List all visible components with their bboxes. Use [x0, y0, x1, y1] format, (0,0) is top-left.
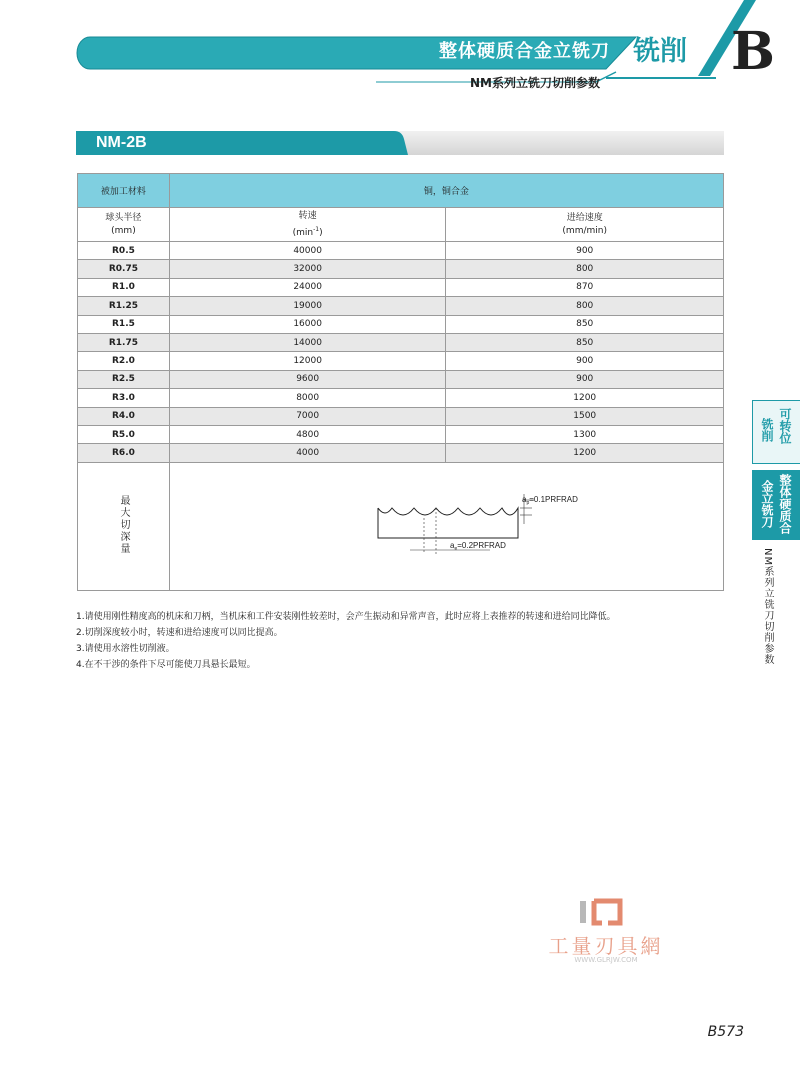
radius-cell: R1.5	[78, 315, 170, 333]
radius-header-label: 球头半径	[105, 212, 142, 223]
speed-cell: 16000	[169, 315, 446, 333]
radius-cell: R2.0	[78, 352, 170, 370]
ae-label: $a_e=0.2PRFRAD$	[450, 541, 506, 552]
side-tab-solid-label-a: 整体硬质合	[778, 474, 792, 534]
material-label: 被加工材料	[78, 174, 170, 208]
table-row	[78, 242, 724, 260]
table-row	[78, 333, 724, 351]
note-item: 4.在不干涉的条件下尽可能使刀具悬长最短。	[76, 660, 256, 670]
side-tab-subtitle: NM系列立铣刀切削参数	[762, 548, 773, 666]
section-title: NM-2B	[96, 134, 147, 151]
table-row	[78, 352, 724, 370]
header-title: 整体硬质合金立铣刀	[439, 41, 610, 62]
radius-cell: R1.0	[78, 278, 170, 296]
feed-header-label: 进给速度	[566, 212, 603, 223]
speed-cell: 40000	[169, 242, 446, 260]
speed-cell: 14000	[169, 333, 446, 351]
note-item: 2.切削深度较小时，转速和进给速度可以同比提高。	[76, 628, 283, 638]
table-row	[78, 315, 724, 333]
feed-cell: 1500	[446, 407, 724, 425]
radius-cell: R4.0	[78, 407, 170, 425]
cutting-depth-diagram	[370, 488, 578, 568]
note-item: 3.请使用水溶性切削液。	[76, 644, 175, 654]
speed-cell: 8000	[169, 389, 446, 407]
speed-cell: 4800	[169, 425, 446, 443]
feed-cell: 900	[446, 352, 724, 370]
watermark-name: 工量刃具網	[548, 934, 664, 958]
radius-cell: R2.5	[78, 370, 170, 388]
table-row	[78, 260, 724, 278]
depth-label-cell	[78, 462, 170, 590]
page-number: B573	[707, 1024, 744, 1040]
header-category: 铣削	[633, 36, 687, 67]
feed-cell: 1300	[446, 425, 724, 443]
notes	[76, 609, 716, 673]
side-tab-indexable-label-b: 铣削	[760, 418, 774, 442]
feed-cell: 850	[446, 333, 724, 351]
table-row	[78, 407, 724, 425]
feed-cell: 870	[446, 278, 724, 296]
depth-label: 最大切深量	[117, 494, 129, 555]
table-row	[78, 297, 724, 315]
feed-cell: 800	[446, 260, 724, 278]
speed-cell: 24000	[169, 278, 446, 296]
note-item: 1.请使用刚性精度高的机床和刀柄，当机床和工件安装刚性较差时，会产生振动和异常声音，此时应将上表推荐的转速和进给同比降低。	[76, 612, 616, 622]
side-tab-indexable-label-a: 可转位	[778, 408, 792, 444]
speed-header	[169, 208, 446, 242]
feed-cell: 1200	[446, 389, 724, 407]
speed-cell: 7000	[169, 407, 446, 425]
speed-cell: 9600	[169, 370, 446, 388]
header-subtitle: NM系列立铣刀切削参数	[470, 76, 600, 90]
table-row	[78, 389, 724, 407]
radius-cell: R0.75	[78, 260, 170, 278]
material-value: 铜，铜合金	[169, 174, 723, 208]
table-row	[78, 278, 724, 296]
radius-cell: R1.75	[78, 333, 170, 351]
speed-cell: 4000	[169, 444, 446, 462]
table-row	[78, 425, 724, 443]
feed-cell: 900	[446, 370, 724, 388]
feed-cell: 1200	[446, 444, 724, 462]
section-bar	[76, 131, 724, 155]
radius-cell: R3.0	[78, 389, 170, 407]
radius-cell: R1.25	[78, 297, 170, 315]
watermark-logo	[572, 895, 632, 931]
speed-header-unit: $(\min^{-1})$	[292, 225, 323, 238]
radius-cell: R5.0	[78, 425, 170, 443]
feed-cell: 800	[446, 297, 724, 315]
speed-cell: 32000	[169, 260, 446, 278]
feed-header	[446, 208, 724, 242]
speed-header-label: 转速	[298, 210, 317, 221]
radius-cell: R6.0	[78, 444, 170, 462]
watermark-url: WWW.GLRJW.COM	[574, 956, 638, 964]
radius-header-unit: (mm)	[111, 225, 136, 236]
table-row	[78, 370, 724, 388]
speed-cell: 19000	[169, 297, 446, 315]
radius-cell: R0.5	[78, 242, 170, 260]
feed-cell: 900	[446, 242, 724, 260]
feed-header-unit: (mm/min)	[562, 225, 607, 236]
speed-cell: 12000	[169, 352, 446, 370]
feed-cell: 850	[446, 315, 724, 333]
table-row	[78, 444, 724, 462]
section-letter: B	[731, 21, 775, 82]
ap-label: $a_p=0.1PRFRAD$	[522, 495, 578, 506]
side-tab-solid-label-b: 金立铣刀	[760, 480, 774, 528]
radius-header	[78, 208, 170, 242]
